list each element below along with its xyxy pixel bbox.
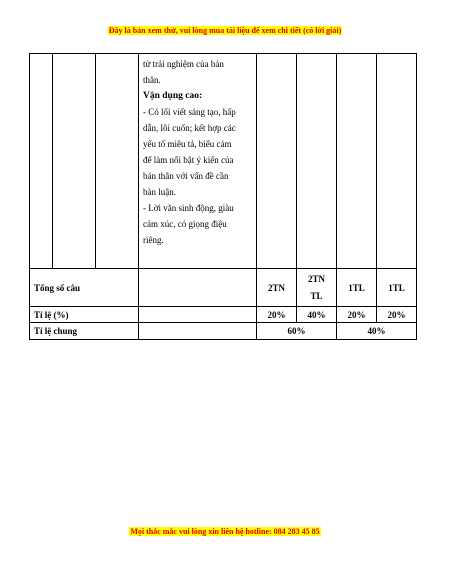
empty-cell [30,54,53,269]
percent-value-cell: 40% [297,307,337,323]
common-ratio-row [30,323,417,340]
empty-cell [139,307,257,323]
common-ratio-label: Tỉ lệ chung [30,323,139,340]
empty-cell [257,54,297,269]
description-line: riêng. [143,235,164,245]
description-line: dẫn, lôi cuốn; kết hợp các [143,123,236,133]
description-line: bản thân với vấn đề cần [143,171,229,181]
total-value-cell: 1TL [337,269,377,307]
empty-cell [377,54,417,269]
total-value-cell [297,269,337,307]
empty-cell [139,269,257,307]
percent-value-cell: 20% [377,307,417,323]
empty-cell [96,54,139,269]
description-line: thân. [143,75,161,85]
percent-row [30,307,417,323]
total-questions-row [30,269,417,307]
preview-notice-text: Đây là bản xem thử, vui lòng mua tài liệu để xem chi tiết (có lời giải) [108,26,342,35]
assessment-matrix-table [29,53,417,340]
description-row [30,54,417,269]
advanced-application-heading: Vận dụng cao: [143,91,203,101]
description-line: - Có lối viết sáng tạo, hấp [143,107,236,117]
total-value-line: TL [310,290,323,301]
total-value-line: 2TN [307,273,325,284]
total-questions-label: Tổng số câu [30,269,139,307]
empty-cell [139,323,257,340]
description-line: cảm xúc, có giọng điệu [143,219,227,229]
common-ratio-value-cell: 60% [257,323,337,340]
description-line: từ trải nghiệm của bản [143,59,224,69]
hotline-banner [0,527,450,536]
description-line: để làm nổi bật ý kiến của [143,155,234,165]
percent-value-cell: 20% [257,307,297,323]
preview-notice-banner [0,26,450,35]
description-line: yếu tố miêu tả, biểu cảm [143,139,232,149]
percent-value-cell: 20% [337,307,377,323]
empty-cell [337,54,377,269]
total-value-cell: 2TN [257,269,297,307]
common-ratio-value-cell: 40% [337,323,417,340]
description-line: - Lời văn sinh động, giàu [143,203,234,213]
hotline-text: Mọi thắc mắc vui lòng xin liên hệ hotline: 084 283 45 85 [130,527,320,536]
percent-label: Tỉ lệ (%) [30,307,139,323]
empty-cell [53,54,96,269]
description-line: bàn luận. [143,187,176,197]
criteria-description-cell [139,54,257,269]
total-value-cell: 1TL [377,269,417,307]
empty-cell [297,54,337,269]
